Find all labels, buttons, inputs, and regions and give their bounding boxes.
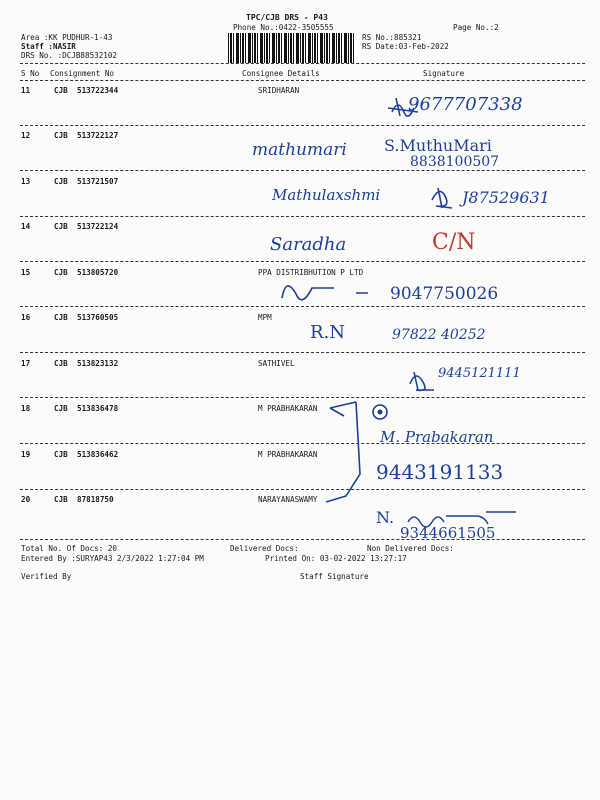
total-docs: Total No. Of Docs: 20 xyxy=(21,544,118,553)
row-consignee: SRIDHARAN xyxy=(258,86,300,95)
row-sno: 14 xyxy=(21,222,31,231)
row-consignment: 513760505 xyxy=(77,313,119,322)
handwritten-name: M. Prabakaran xyxy=(380,428,494,446)
delivered-docs: Delivered Docs: xyxy=(230,544,299,553)
row-consignment: 513836462 xyxy=(77,450,119,459)
row-consignee: SATHIVEL xyxy=(258,359,295,368)
handwritten-phone: 97822 40252 xyxy=(392,327,486,343)
row-sno: 13 xyxy=(21,177,31,186)
col-signature: Signature xyxy=(423,69,465,78)
drs-number: DRS No. :DCJB88532102 xyxy=(21,51,118,60)
entered-by: Entered By :SURYAP43 2/3/2022 1:27:04 PM xyxy=(21,554,204,563)
handwritten-name: mathumari xyxy=(252,140,347,160)
handwritten-phone: 8838100507 xyxy=(410,154,500,170)
row-consignee: M PRABHAKARAN xyxy=(258,404,318,413)
handwritten-name: S.MuthuMari xyxy=(384,136,492,155)
row-prefix: CJB xyxy=(54,131,68,140)
page-number: Page No.:2 xyxy=(453,23,499,32)
row-consignment: 513805720 xyxy=(77,268,119,277)
verified-by: Verified By xyxy=(21,572,72,581)
handwritten-name: R.N xyxy=(310,322,346,343)
printed-on: Printed On: 03-02-2022 13:27:17 xyxy=(265,554,407,563)
row-consignee: PPA DISTRIBHUTION P LTD xyxy=(258,268,364,277)
row-prefix: CJB xyxy=(54,404,68,413)
col-sno: S No xyxy=(21,69,40,78)
row-prefix: CJB xyxy=(54,359,68,368)
row-sno: 11 xyxy=(21,86,31,95)
row-prefix: CJB xyxy=(54,177,68,186)
row-sno: 12 xyxy=(21,131,31,140)
phone-number: Phone No.:0422-3505555 xyxy=(233,23,334,32)
row-sno: 20 xyxy=(21,495,31,504)
handwritten-phone: 9445121111 xyxy=(438,366,521,381)
handwritten-phone: 9677707338 xyxy=(408,94,523,115)
col-consignee: Consignee Details xyxy=(242,69,320,78)
row-consignment: 513722127 xyxy=(77,131,119,140)
handwritten-name: Mathulaxshmi xyxy=(272,186,381,204)
row-consignment: 513722124 xyxy=(77,222,119,231)
row-consignment: 513722344 xyxy=(77,86,119,95)
sheet-title: TPC/CJB DRS - P43 xyxy=(246,13,328,22)
row-sno: 16 xyxy=(21,313,31,322)
row-prefix: CJB xyxy=(54,268,68,277)
row-consignee: NARAYANASWAMY xyxy=(258,495,318,504)
row-sno: 18 xyxy=(21,404,31,413)
row-consignee: MPM xyxy=(258,313,272,322)
handwritten-cn-note: C/N xyxy=(432,230,476,255)
handwritten-phone: 9344661505 xyxy=(400,524,496,542)
row-prefix: CJB xyxy=(54,86,68,95)
row-prefix: CJB xyxy=(54,313,68,322)
staff: Staff :NASIR xyxy=(21,42,76,51)
row-prefix: CJB xyxy=(54,495,68,504)
staff-signature: Staff Signature xyxy=(300,572,369,581)
rs-number: RS No.:885321 xyxy=(362,33,422,42)
row-prefix: CJB xyxy=(54,450,68,459)
handwritten-phone: 9047750026 xyxy=(390,284,499,304)
row-sno: 19 xyxy=(21,450,31,459)
col-consignment: Consignment No xyxy=(50,69,115,78)
handwritten-phone: J87529631 xyxy=(462,188,550,207)
area: Area :KK PUDHUR-1-43 xyxy=(21,33,113,42)
row-consignee: M PRABHAKARAN xyxy=(258,450,318,459)
row-consignment: 513823132 xyxy=(77,359,119,368)
handwritten-phone: 9443191133 xyxy=(376,460,504,484)
row-consignment: 513721507 xyxy=(77,177,119,186)
row-consignment: 87818750 xyxy=(77,495,114,504)
row-sno: 15 xyxy=(21,268,31,277)
non-delivered-docs: Non Delivered Docs: xyxy=(367,544,454,553)
rs-date: RS Date:03-Feb-2022 xyxy=(362,42,449,51)
row-prefix: CJB xyxy=(54,222,68,231)
handwritten-name: N. xyxy=(376,508,395,527)
handwritten-name: Saradha xyxy=(270,234,347,255)
row-consignment: 513836478 xyxy=(77,404,119,413)
row-sno: 17 xyxy=(21,359,31,368)
